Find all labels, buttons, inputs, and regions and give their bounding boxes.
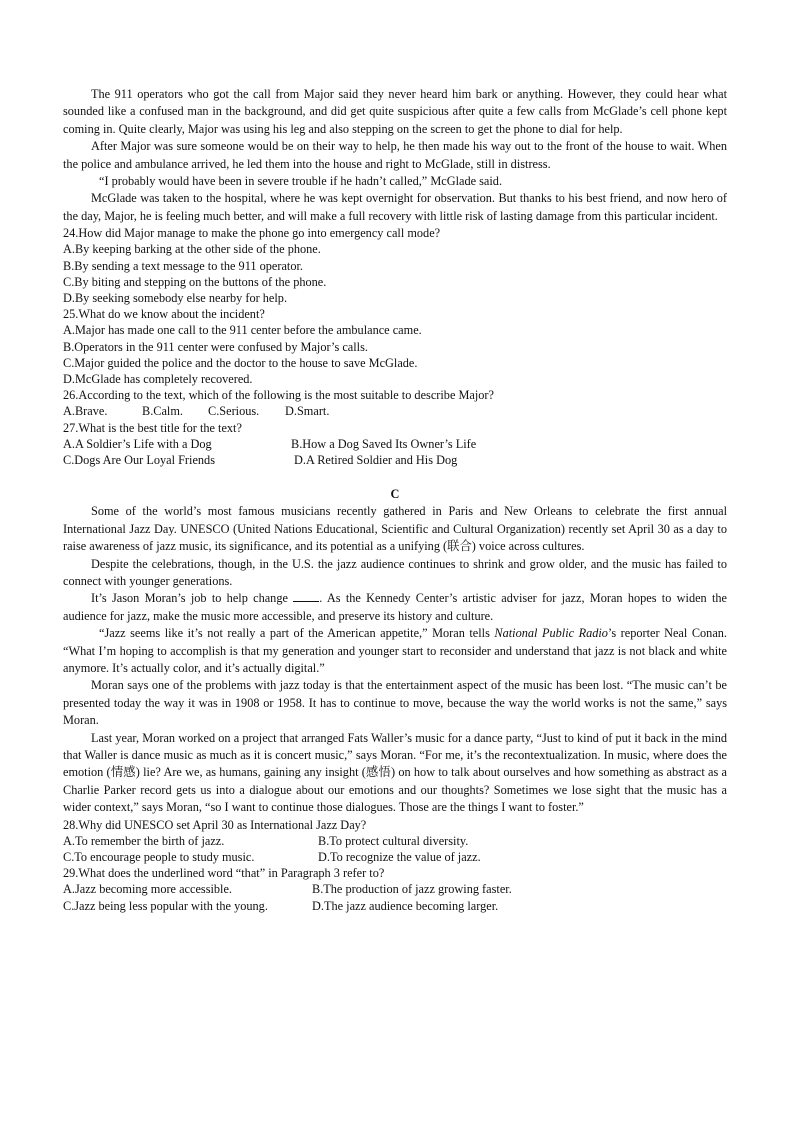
- question-stem: 25.What do we know about the incident?: [63, 307, 265, 322]
- option-c: C.Dogs Are Our Loyal Friends: [63, 453, 215, 468]
- option-d: D.Smart.: [285, 404, 330, 419]
- passage-c-paragraph-4: [63, 625, 727, 677]
- option-b: B.How a Dog Saved Its Owner’s Life: [291, 436, 477, 451]
- option-b: B.The production of jazz growing faster.: [312, 882, 512, 897]
- paragraph-text: ’s reporter Neal Conan. “What I’m hoping to accomplish is that my generation and younger start to reconsider and understand that jazz is not black and white anymore. It’s actually color, and it’s actually digital.”: [63, 626, 727, 675]
- passage-b-paragraph-2: After Major was sure someone would be on their way to help, he then made his way out to the front of the house to wait. When the police and ambulance arrived, he led them into the house and right to McGlade, still in distress.: [63, 139, 727, 171]
- passage-b-paragraph-3: “I probably would have been in severe trouble if he hadn’t called,” McGlade said.: [99, 174, 503, 189]
- question-29: [63, 865, 727, 914]
- option-a: A.Major has made one call to the 911 center before the ambulance came.: [63, 323, 422, 338]
- option-c: C.Serious.: [208, 404, 260, 419]
- passage-c-paragraph-6: Last year, Moran worked on a project that arranged Fats Waller’s music for a dance party, “Just to kind of put it back in the mind that Waller is dance music as much as it is concert music,” says Moran. “For me, it’s the recontextualization. In music, where does the emotion (情感) lie? Are we, as humans, gaining any insight (感悟) on how to talk about ourselves and how something as abstract as a Charlie Parker record gets us into a dialogue about our emotions and our thoughts? Sometimes we lose sight that the music has a wider context,” says Moran, “so I want to continue those dialogues. Those are the things I want to foster.”: [63, 730, 727, 815]
- option-a: A.Jazz becoming more accessible.: [63, 882, 233, 897]
- option-a: A.Brave.: [63, 404, 108, 419]
- question-28: [63, 817, 727, 866]
- option-a: A.By keeping barking at the other side of the phone.: [63, 242, 321, 257]
- option-a: A.A Soldier’s Life with a Dog: [63, 436, 212, 451]
- option-d: D.A Retired Soldier and His Dog: [294, 453, 458, 468]
- option-d: D.McGlade has completely recovered.: [63, 372, 253, 387]
- question-25: [63, 306, 727, 387]
- option-c: C.Major guided the police and the doctor to the house to save McGlade.: [63, 355, 418, 370]
- paragraph-text: It’s Jason Moran’s job to help change: [91, 591, 288, 606]
- options-row: [63, 436, 727, 452]
- options-row: [63, 403, 727, 419]
- option-c: C.Jazz being less popular with the young.: [63, 898, 268, 913]
- publication-name: National Public Radio: [494, 626, 608, 641]
- option-c: C.To encourage people to study music.: [63, 850, 255, 865]
- option-b: B.To protect cultural diversity.: [318, 833, 469, 848]
- passage-c-paragraph-2: Despite the celebrations, though, in the U.S. the jazz audience continues to shrink and grow older, and the music has failed to connect with younger generations.: [63, 556, 727, 588]
- options-row: [63, 833, 727, 849]
- option-a: A.To remember the birth of jazz.: [63, 833, 225, 848]
- passage-c-paragraph-3: [63, 590, 727, 625]
- question-27: [63, 420, 727, 469]
- question-stem: 26.According to the text, which of the following is the most suitable to describe Major?: [63, 388, 494, 403]
- question-stem: 29.What does the underlined word “that” in Paragraph 3 refer to?: [63, 866, 385, 881]
- paragraph-text: “Jazz seems like it’s not really a part of the American appetite,” Moran tells: [99, 626, 490, 641]
- option-b: B.Operators in the 911 center were confused by Major’s calls.: [63, 339, 368, 354]
- options-row: [63, 881, 727, 897]
- option-d: D.To recognize the value of jazz.: [318, 850, 481, 865]
- question-24: [63, 225, 727, 306]
- passage-b-paragraph-4: McGlade was taken to the hospital, where he was kept overnight for observation. But thanks to his best friend, and now hero of the day, Major, he is feeling much better, and will make a full recovery with little risk of lasting damage from this particular incident.: [63, 191, 727, 223]
- question-26: [63, 387, 727, 419]
- option-b: B.Calm.: [142, 404, 183, 419]
- options-row: [63, 452, 727, 468]
- option-d: D.By seeking somebody else nearby for help.: [63, 291, 288, 306]
- question-stem: 28.Why did UNESCO set April 30 as International Jazz Day?: [63, 817, 367, 832]
- document-page: [63, 86, 727, 914]
- option-b: B.By sending a text message to the 911 operator.: [63, 258, 303, 273]
- option-d: D.The jazz audience becoming larger.: [312, 898, 499, 913]
- passage-c-paragraph-5: Moran says one of the problems with jazz today is that the entertainment aspect of the music has been lost. “The music can’t be presented today the way it was in 1908 or 1958. It has to continue to move, because the way the world works is not the same,” says Moran.: [63, 678, 727, 728]
- paragraph-text: . As the Kennedy Center’s artistic adviser for jazz, Moran hopes to widen the audience for jazz, make the music more accessible, and preserve its history and culture.: [63, 591, 727, 623]
- options-row: [63, 849, 727, 865]
- question-stem: 27.What is the best title for the text?: [63, 420, 242, 435]
- option-c: C.By biting and stepping on the buttons of the phone.: [63, 274, 327, 289]
- underlined-blank: [293, 591, 319, 602]
- options-row: [63, 898, 727, 914]
- section-heading: C: [390, 487, 400, 502]
- question-stem: 24.How did Major manage to make the phone go into emergency call mode?: [63, 226, 441, 241]
- passage-b-paragraph-1: The 911 operators who got the call from Major said they never heard him bark or anything. However, they could hear what sounded like a confused man in the background, and did get quite suspicious after quite a few calls from McGlade’s cell phone kept coming in. Quite clearly, Major was using his leg and also stepping on the screen to get the phone to dial for help.: [63, 87, 727, 136]
- passage-c-paragraph-1: Some of the world’s most famous musicians recently gathered in Paris and New Orleans to celebrate the first annual International Jazz Day. UNESCO (United Nations Educational, Scientific and Cultural Organization) recently set April 30 as a day to raise awareness of jazz music, its significance, and its potential as a unifying (联合) voice across cultures.: [63, 504, 727, 554]
